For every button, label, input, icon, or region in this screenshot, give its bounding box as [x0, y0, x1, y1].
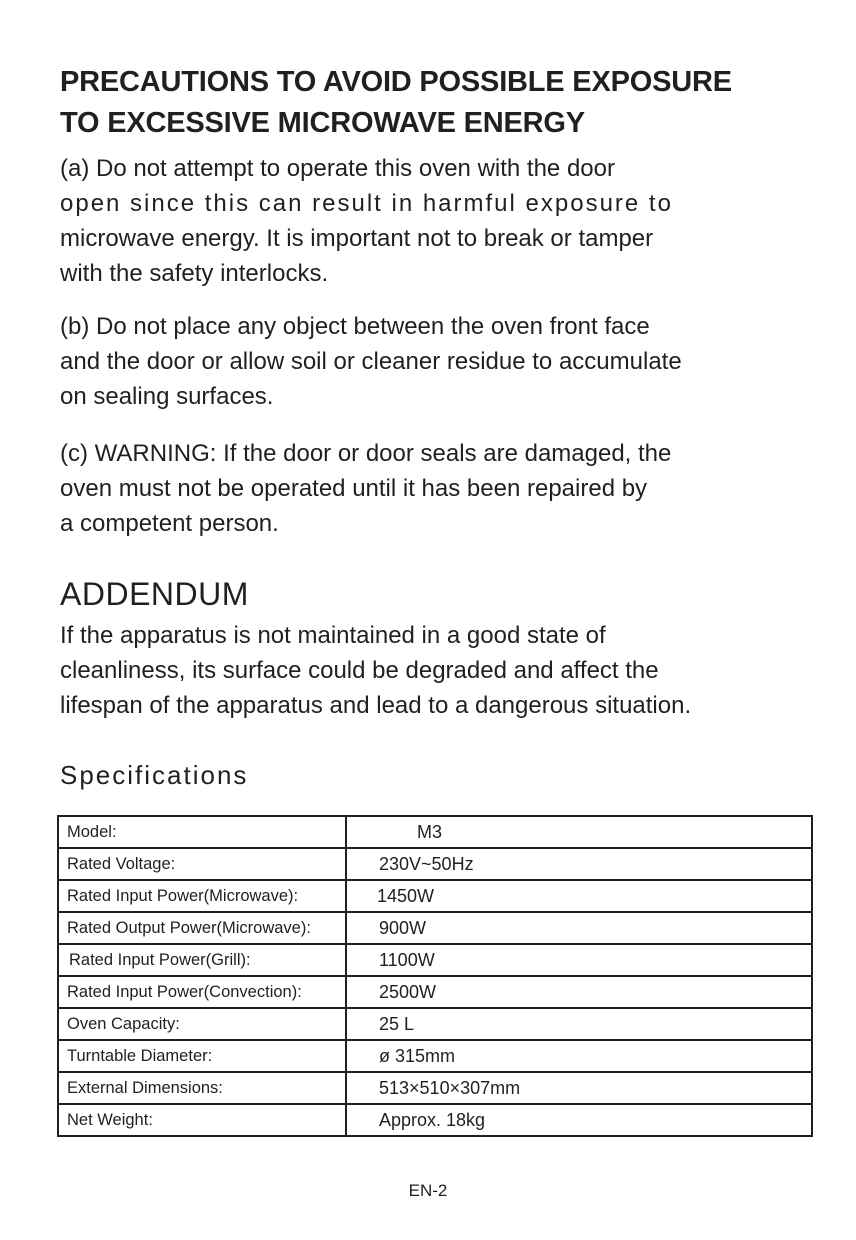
spec-label: Net Weight:: [58, 1104, 346, 1136]
spec-value: 230V~50Hz: [346, 848, 812, 880]
table-row: [58, 848, 812, 880]
paragraph-line: open since this can result in harmful exposure to: [60, 190, 673, 217]
paragraph-line: (a) Do not attempt to operate this oven with the door: [60, 155, 615, 182]
table-row: [58, 816, 812, 848]
table-row: [58, 1040, 812, 1072]
paragraph-line: lifespan of the apparatus and lead to a dangerous situation.: [60, 692, 692, 719]
spec-label: Oven Capacity:: [58, 1008, 346, 1040]
paragraph-line: If the apparatus is not maintained in a good state of: [60, 622, 606, 649]
paragraph-line: a competent person.: [60, 510, 279, 537]
spec-value: 513×510×307mm: [346, 1072, 812, 1104]
paragraph-line: cleanliness, its surface could be degraded and affect the: [60, 657, 659, 684]
spec-label: Turntable Diameter:: [58, 1040, 346, 1072]
paragraph-line: microwave energy. It is important not to break or tamper: [60, 225, 654, 252]
spec-value: 1100W: [346, 944, 812, 976]
addendum-text: [60, 618, 820, 723]
spec-label: Rated Output Power(Microwave):: [58, 912, 346, 944]
precaution-item-c: [60, 436, 780, 541]
addendum-title: ADDENDUM: [60, 576, 249, 612]
spec-label: Rated Voltage:: [58, 848, 346, 880]
table-row: [58, 880, 812, 912]
spec-value: 2500W: [346, 976, 812, 1008]
spec-label: Rated Input Power(Microwave):: [58, 880, 346, 912]
spec-value: ø 315mm: [346, 1040, 812, 1072]
spec-label: Model:: [58, 816, 346, 848]
paragraph-line: with the safety interlocks.: [60, 260, 329, 287]
spec-value: Approx. 18kg: [346, 1104, 812, 1136]
paragraph-line: oven must not be operated until it has been repaired by: [60, 475, 648, 502]
precautions-heading: [60, 62, 820, 144]
table-row: [58, 1008, 812, 1040]
spec-value: 25 L: [346, 1008, 812, 1040]
spec-value: M3: [346, 816, 812, 848]
table-row: [58, 944, 812, 976]
specifications-table: [57, 815, 813, 1137]
table-row: [58, 912, 812, 944]
spec-label: Rated Input Power(Grill):: [58, 944, 346, 976]
spec-label: Rated Input Power(Convection):: [58, 976, 346, 1008]
table-row: [58, 976, 812, 1008]
spec-value: 900W: [346, 912, 812, 944]
specifications-title: Specifications: [60, 760, 249, 790]
page-number: EN-2: [408, 1181, 448, 1200]
table-row: [58, 1072, 812, 1104]
paragraph-line: (c) WARNING: If the door or door seals are damaged, the: [60, 440, 672, 467]
spec-value: 1450W: [346, 880, 812, 912]
paragraph-line: (b) Do not place any object between the oven front face: [60, 313, 650, 340]
heading-line: TO EXCESSIVE MICROWAVE ENERGY: [60, 107, 585, 139]
heading-line: PRECAUTIONS TO AVOID POSSIBLE EXPOSURE: [60, 66, 732, 98]
table-row: [58, 1104, 812, 1136]
paragraph-line: on sealing surfaces.: [60, 383, 274, 410]
spec-label: External Dimensions:: [58, 1072, 346, 1104]
precaution-item-b: [60, 309, 780, 414]
precaution-item-a: [60, 151, 780, 291]
paragraph-line: and the door or allow soil or cleaner residue to accumulate: [60, 348, 682, 375]
